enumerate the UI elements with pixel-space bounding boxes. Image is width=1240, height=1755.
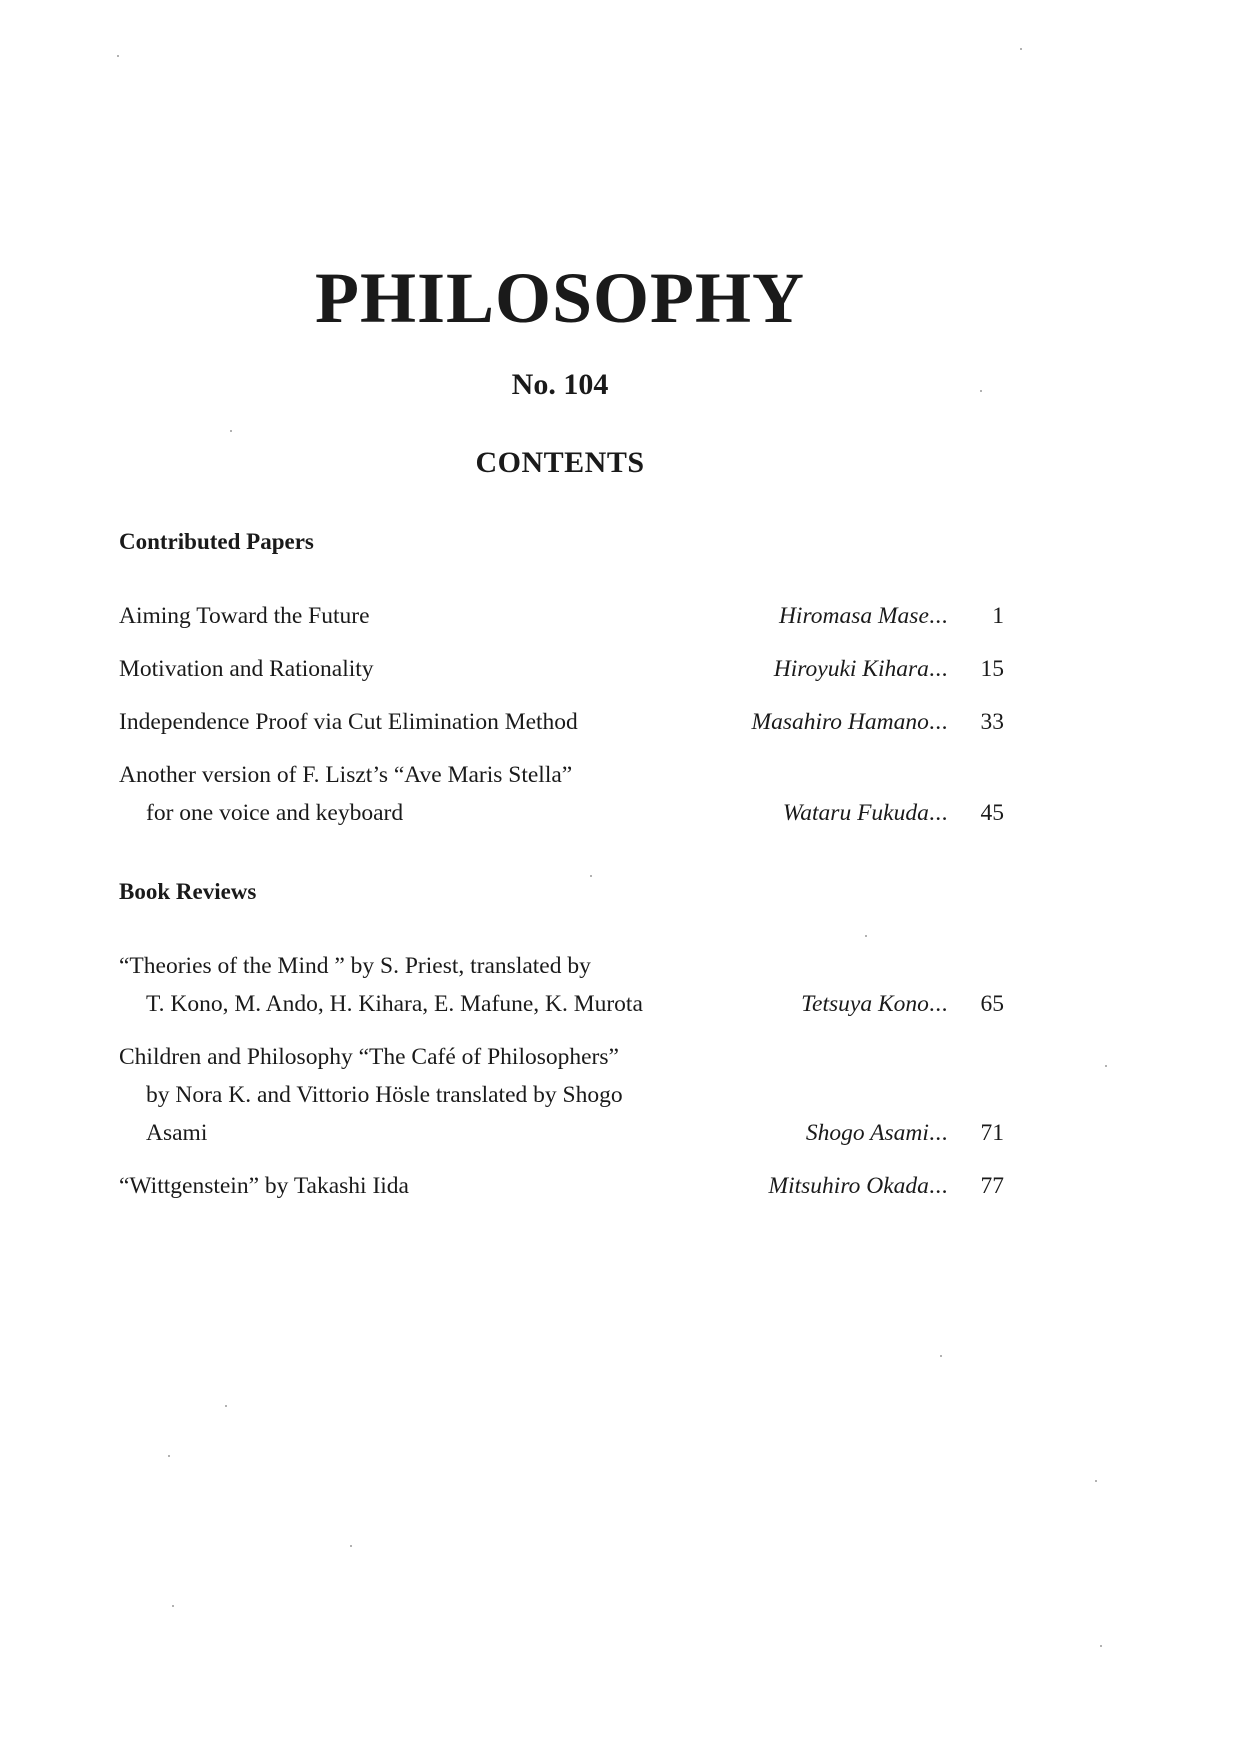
leader-dots: ...	[928, 991, 948, 1017]
contents-heading: CONTENTS	[475, 446, 645, 479]
entry-title-line: “Theories of the Mind ” by S. Priest, translated by	[119, 953, 591, 979]
entry-title-line: Aiming Toward the Future	[119, 603, 370, 629]
scan-speck	[117, 55, 119, 57]
leader-dots: ...	[928, 1120, 948, 1146]
entry-title-line: by Nora K. and Vittorio Hösle translated by Shogo	[146, 1082, 623, 1108]
entry-author: Shogo Asami...	[805, 1120, 948, 1146]
entry-title-line: T. Kono, M. Ando, H. Kihara, E. Mafune, K. Murota	[146, 991, 643, 1017]
entry-author: Hiroyuki Kihara...	[773, 656, 948, 682]
scan-speck	[1020, 48, 1022, 50]
leader-dots: ...	[928, 603, 948, 629]
entry-title-line: Children and Philosophy “The Café of Philosophers”	[119, 1044, 619, 1070]
scan-speck	[172, 1605, 174, 1607]
entry-title-line: Another version of F. Liszt’s “Ave Maris Stella”	[119, 762, 573, 788]
entry-page-number: 71	[980, 1120, 1004, 1146]
entry-title-line: Motivation and Rationality	[119, 656, 374, 682]
entry-title-line: for one voice and keyboard	[146, 800, 404, 826]
entry-title-line: “Wittgenstein” by Takashi Iida	[119, 1173, 409, 1199]
entry-title-line: Asami	[146, 1120, 208, 1146]
entry-author: Tetsuya Kono...	[801, 991, 948, 1017]
scan-speck	[1105, 1065, 1107, 1067]
entry-page-number: 65	[980, 991, 1004, 1017]
scan-speck	[230, 430, 232, 432]
entry-page-number: 45	[980, 800, 1004, 826]
scan-speck	[1095, 1480, 1097, 1482]
leader-dots: ...	[928, 709, 948, 735]
entry-author: Wataru Fukuda...	[782, 800, 948, 826]
journal-title: PHILOSOPHY	[314, 258, 806, 338]
entry-author: Mitsuhiro Okada...	[768, 1173, 948, 1199]
entry-page-number: 1	[992, 603, 1004, 629]
entry-page-number: 15	[980, 656, 1004, 682]
entry-page-number: 77	[980, 1173, 1004, 1199]
scan-speck	[168, 1455, 170, 1457]
scan-speck	[590, 875, 592, 877]
entry-author: Hiromasa Mase...	[778, 603, 948, 629]
section-heading-contributed-papers: Contributed Papers	[119, 529, 314, 554]
scan-speck	[350, 1545, 352, 1547]
scan-speck	[865, 935, 867, 937]
section-heading-book-reviews: Book Reviews	[119, 879, 257, 904]
leader-dots: ...	[928, 1173, 948, 1199]
issue-number: No. 104	[511, 368, 609, 401]
entry-author: Masahiro Hamano...	[751, 709, 948, 735]
scan-speck	[225, 1405, 227, 1407]
entry-title-line: Independence Proof via Cut Elimination Method	[119, 709, 578, 735]
scan-speck	[1100, 1645, 1102, 1647]
scan-speck	[980, 390, 982, 392]
entry-page-number: 33	[980, 709, 1004, 735]
leader-dots: ...	[928, 800, 948, 826]
leader-dots: ...	[928, 656, 948, 682]
scan-speck	[940, 1355, 942, 1357]
